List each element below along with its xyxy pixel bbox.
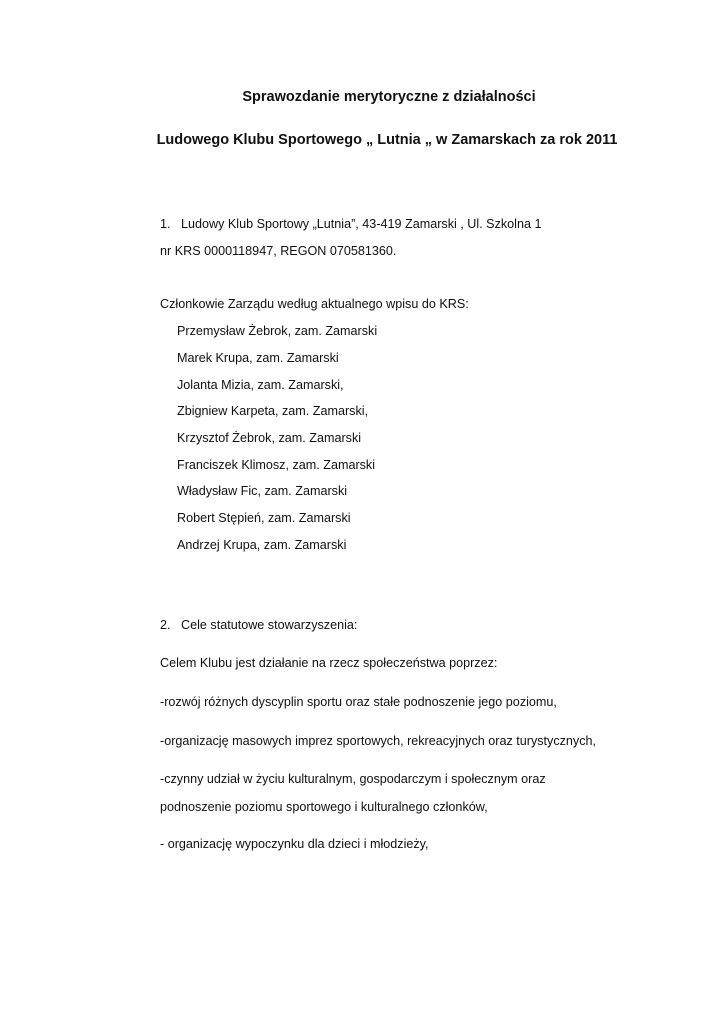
document-subtitle: Ludowego Klubu Sportowego „ Lutnia „ w Zamarskach za rok 2011 — [156, 132, 618, 148]
section-1-text: Ludowy Klub Sportowy „Lutnia”, 43-419 Zamarski , Ul. Szkolna 1 — [181, 217, 542, 231]
board-member: Franciszek Klimosz, zam. Zamarski — [177, 458, 376, 472]
goal-item: -czynny udział w życiu kulturalnym, gospodarczym i społecznym oraz — [160, 772, 546, 786]
board-member: Krzysztof Żebrok, zam. Zamarski — [177, 431, 362, 445]
section-1-item — [160, 217, 542, 231]
board-member: Robert Stępień, zam. Zamarski — [177, 511, 351, 525]
board-member: Jolanta Mizia, zam. Zamarski, — [177, 378, 344, 392]
registry-line: nr KRS 0000118947, REGON 070581360. — [160, 244, 397, 258]
section-1-number: 1. — [160, 217, 171, 231]
section-2-text: Cele statutowe stowarzyszenia: — [181, 618, 358, 632]
goal-item: -organizację masowych imprez sportowych, rekreacyjnych oraz turystycznych, — [160, 734, 597, 748]
board-member: Zbigniew Karpeta, zam. Zamarski, — [177, 404, 369, 418]
goal-item: - organizację wypoczynku dla dzieci i młodzieży, — [160, 837, 429, 851]
section-2-item — [160, 618, 357, 632]
goal-item: -rozwój różnych dyscyplin sportu oraz stałe podnoszenie jego poziomu, — [160, 695, 557, 709]
section-2-number: 2. — [160, 618, 171, 632]
board-member: Przemysław Żebrok, zam. Zamarski — [177, 324, 378, 338]
document-title: Sprawozdanie merytoryczne z działalności — [242, 89, 536, 105]
goals-intro: Celem Klubu jest działanie na rzecz społeczeństwa poprzez: — [160, 656, 498, 670]
board-member: Andrzej Krupa, zam. Zamarski — [177, 538, 347, 552]
board-member: Marek Krupa, zam. Zamarski — [177, 351, 339, 365]
goal-item-continued: podnoszenie poziomu sportowego i kulturalnego członków, — [160, 800, 488, 814]
board-member: Władysław Fic, zam. Zamarski — [177, 484, 348, 498]
board-heading: Członkowie Zarządu według aktualnego wpisu do KRS: — [160, 297, 469, 311]
